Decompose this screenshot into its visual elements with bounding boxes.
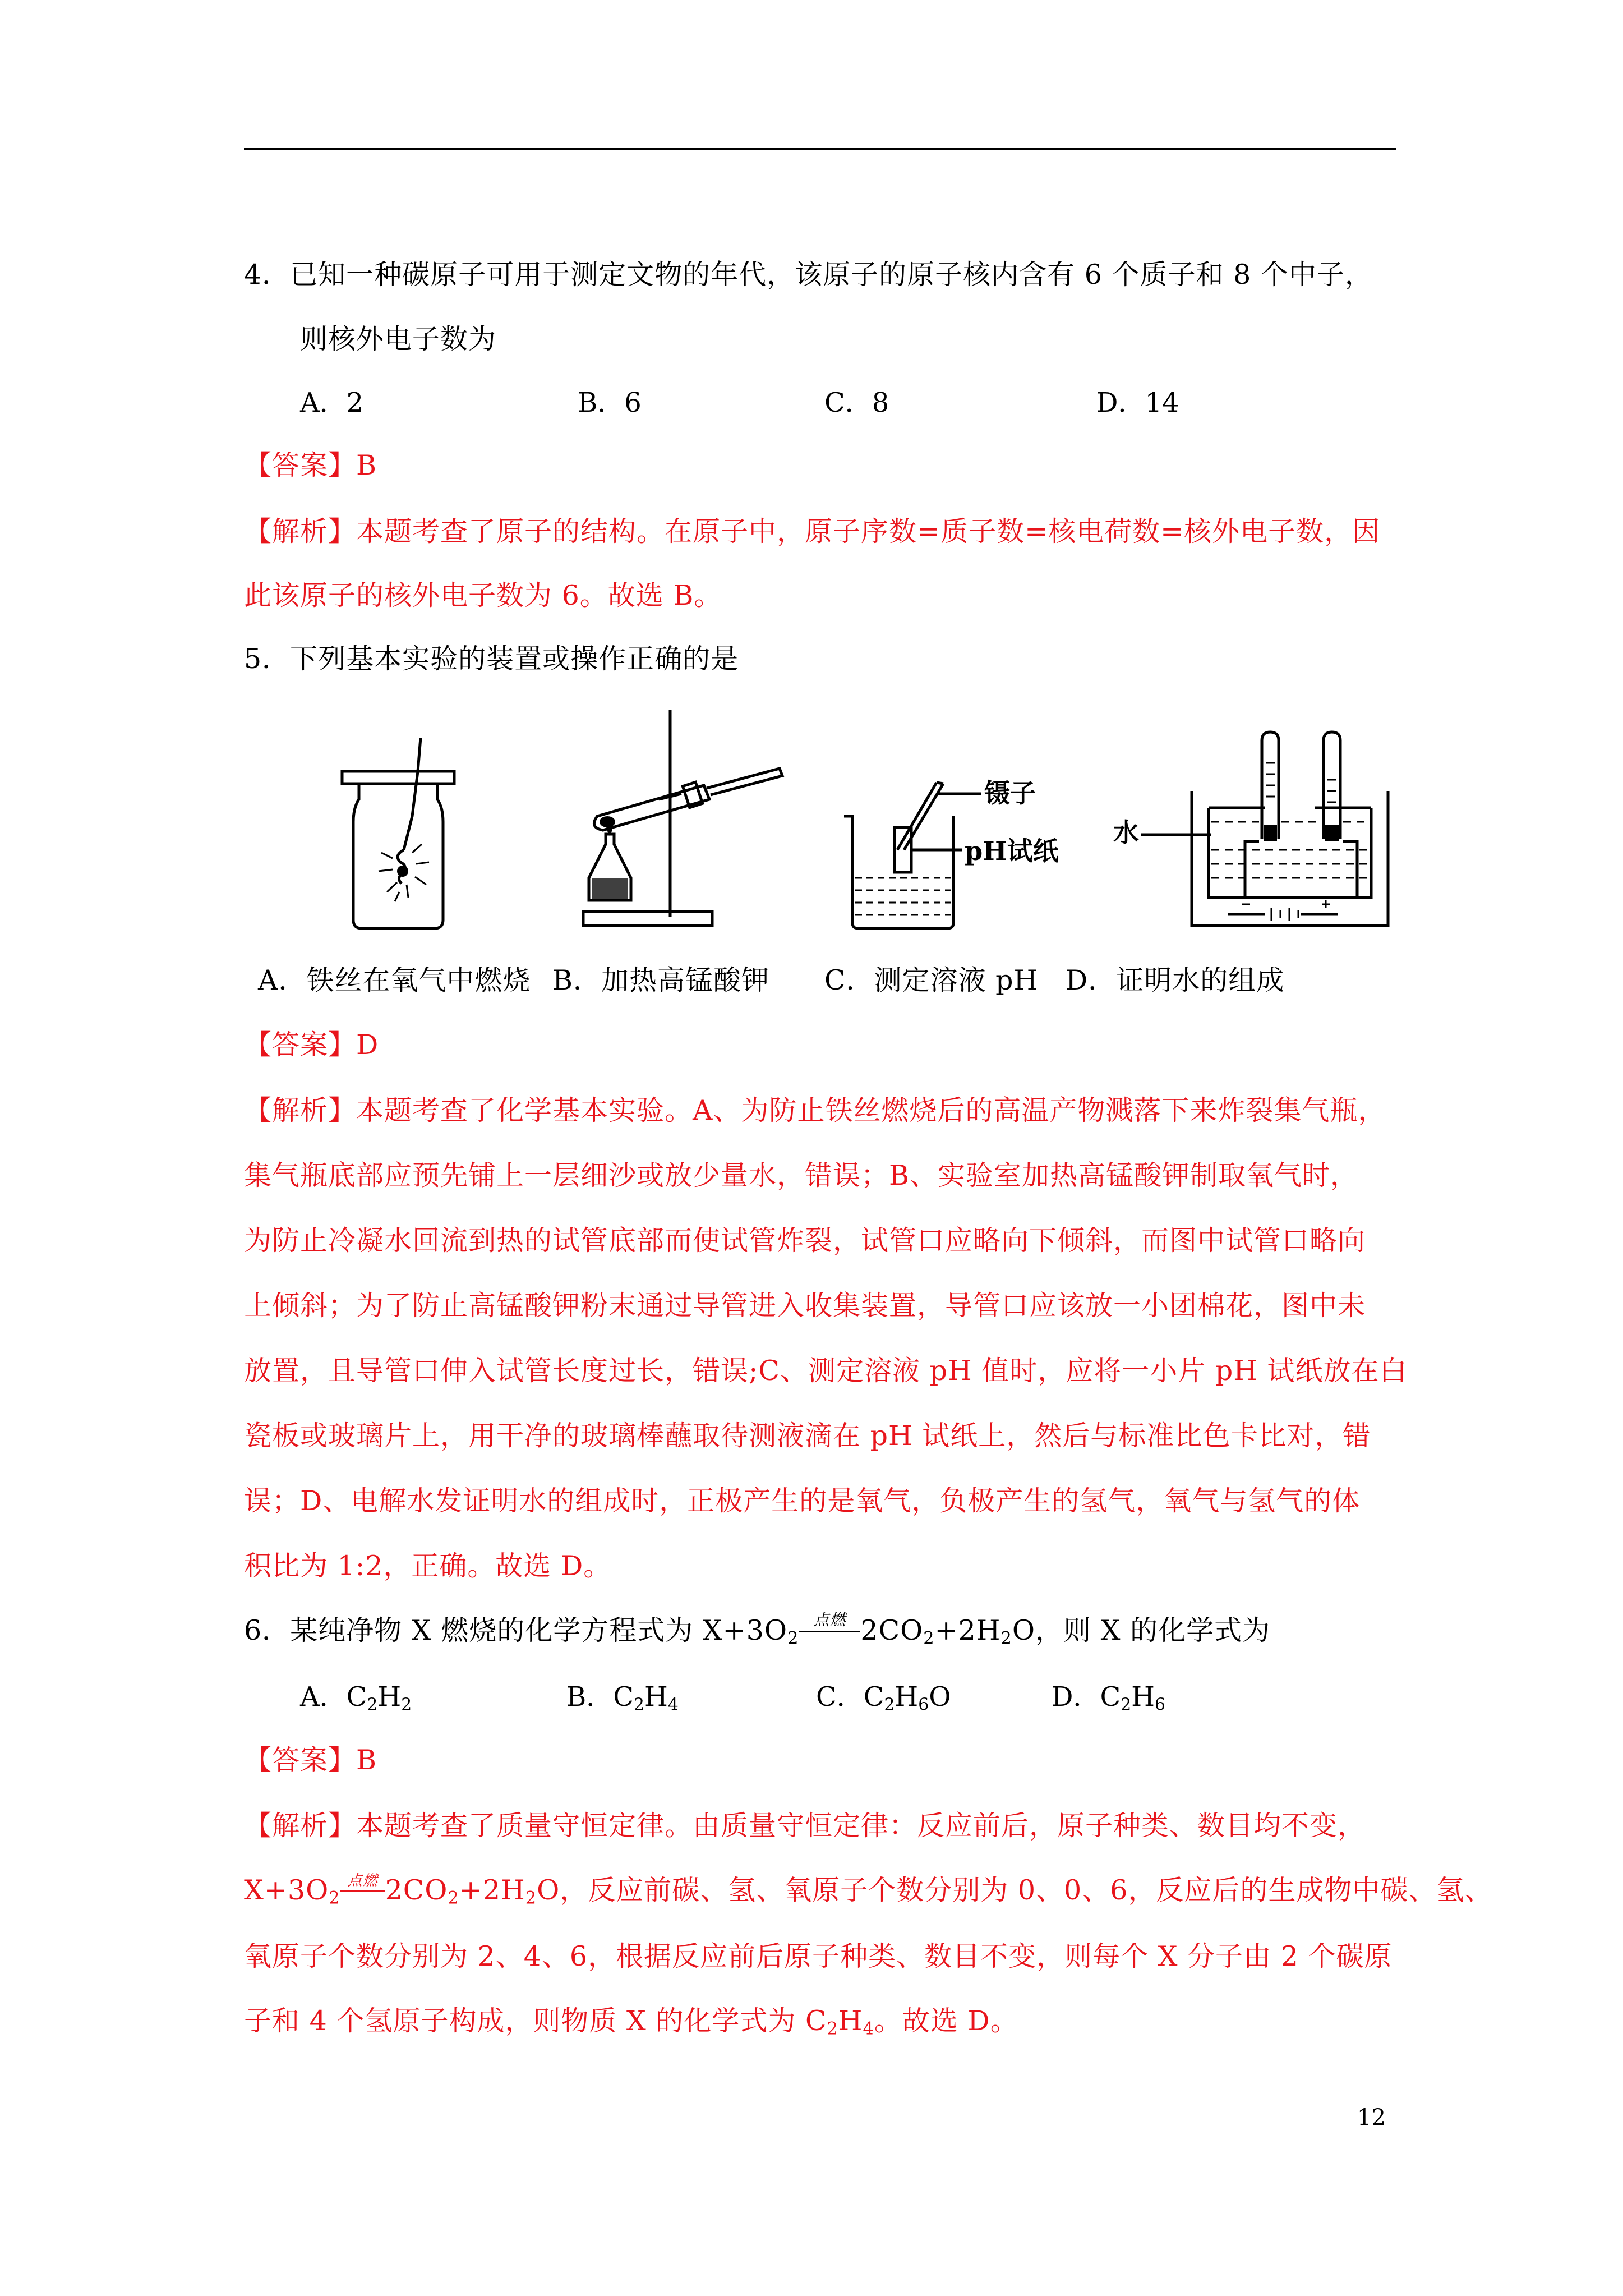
answer-label: 【答案】 bbox=[244, 1744, 357, 1776]
q4-option-a: A．2 bbox=[300, 387, 364, 418]
q5-answer bbox=[244, 1028, 379, 1062]
q6-analysis-line3: 氧原子个数分别为 2、4、6，根据反应前后原子种类、数目不变，则每个 X 分子由 2 个碳原 bbox=[244, 1940, 1393, 1972]
line-prefix: 子和 4 个氢原子构成，则物质 X 的化学式为 C bbox=[244, 2005, 827, 2037]
subscript: 4 bbox=[863, 2019, 874, 2039]
formula-part: H bbox=[377, 1681, 402, 1713]
q4-option-d: D．14 bbox=[1096, 387, 1179, 418]
line-mid: H bbox=[838, 2005, 863, 2037]
q5-analysis-line3: 为防止冷凝水回流到热的试管底部而使试管炸裂，试管口应略向下倾斜，而图中试管口略向 bbox=[244, 1225, 1366, 1257]
q5-analysis-line8: 积比为 1:2，正确。故选 D。 bbox=[244, 1550, 612, 1582]
q6-stem bbox=[244, 1611, 1271, 1649]
q5-caption-d: D．证明水的组成 bbox=[1066, 964, 1285, 996]
q6-option-c bbox=[816, 1680, 951, 1714]
q5-analysis-line5: 放置，且导管口伸入试管长度过长，错误;C、测定溶液 pH 值时，应将一小片 pH 试纸放在白 bbox=[244, 1355, 1408, 1387]
q4-stem-line1: 4．已知一种碳原子可用于测定文物的年代，该原子的原子核内含有 6 个质子和 8 个中子， bbox=[244, 259, 1373, 291]
answer-label: 【答案】 bbox=[244, 449, 357, 481]
q6-stem-prefix: 6．某纯净物 X 燃烧的化学方程式为 X+3O bbox=[244, 1614, 788, 1646]
q4-option-c: C．8 bbox=[824, 387, 889, 418]
figure-d-electrolysis bbox=[1113, 729, 1399, 937]
formula-part: C bbox=[613, 1681, 634, 1713]
q6-analysis-line2 bbox=[244, 1874, 1492, 1907]
subscript: 2 bbox=[525, 1888, 537, 1908]
analysis-text: 本题考查了原子的结构。在原子中，原子序数=质子数=核电荷数=核外电子数，因 bbox=[356, 516, 1381, 547]
option-letter: B． bbox=[566, 1681, 614, 1713]
q5-analysis-line4: 上倾斜；为了防止高锰酸钾粉末通过导管进入收集装置，导管口应该放一小团棉花，图中未 bbox=[244, 1290, 1366, 1322]
q5-stem: 5．下列基本实验的装置或操作正确的是 bbox=[244, 643, 739, 675]
answer-value: B bbox=[356, 449, 377, 481]
subscript: 2 bbox=[634, 1695, 644, 1715]
q4-option-b: B．6 bbox=[578, 387, 642, 418]
q6-option-d bbox=[1052, 1680, 1165, 1714]
q5-analysis-line7: 误；D、电解水发证明水的组成时，正极产生的是氧气，负极产生的氢气，氧气与氢气的体 bbox=[244, 1485, 1361, 1517]
eq-suffix: O，反应前碳、氢、氧原子个数分别为 0、0、6，反应后的生成物中碳、氢、 bbox=[537, 1874, 1493, 1906]
figure-a-iron-wire-bottle bbox=[336, 738, 471, 934]
analysis-label: 【解析】 bbox=[244, 516, 357, 547]
q6-analysis-line4 bbox=[244, 2004, 1018, 2038]
subscript: 2 bbox=[923, 1628, 935, 1649]
analysis-label: 【解析】 bbox=[244, 1094, 357, 1126]
formula-part: H bbox=[895, 1681, 919, 1713]
subscript: 4 bbox=[667, 1695, 679, 1715]
q6-answer bbox=[244, 1743, 377, 1777]
condition-bar bbox=[340, 1890, 385, 1892]
q5-caption-a: A．铁丝在氧气中燃烧 bbox=[258, 964, 531, 996]
formula-part: H bbox=[1131, 1681, 1155, 1713]
formula-part: C bbox=[346, 1681, 367, 1713]
subscript: 2 bbox=[401, 1695, 412, 1715]
subscript: 2 bbox=[1121, 1695, 1132, 1715]
subscript: 2 bbox=[367, 1695, 378, 1715]
eq-product1: 2CO bbox=[385, 1874, 448, 1906]
water-label: 水 bbox=[1113, 817, 1139, 848]
q6-analysis-line1 bbox=[244, 1809, 1366, 1843]
figure-c-ph-test bbox=[841, 771, 1122, 934]
header-rule bbox=[244, 148, 1396, 150]
figure-b-heating-tube bbox=[580, 710, 788, 934]
q4-answer bbox=[244, 449, 377, 482]
option-letter: A． bbox=[300, 1681, 347, 1713]
formula-part: C bbox=[863, 1681, 884, 1713]
answer-value: D bbox=[356, 1029, 379, 1061]
tweezers-label: 镊子 bbox=[984, 778, 1036, 808]
q4-analysis-line1 bbox=[244, 515, 1380, 549]
subscript: 6 bbox=[1155, 1695, 1165, 1715]
q5-analysis-line6: 瓷板或玻璃片上，用干净的玻璃棒蘸取待测液滴在 pH 试纸上，然后与标准比色卡比对，错 bbox=[244, 1420, 1371, 1452]
analysis-label: 【解析】 bbox=[244, 1810, 357, 1842]
eq-prefix: X+3O bbox=[244, 1874, 329, 1906]
analysis-text: 本题考查了化学基本实验。A、为防止铁丝燃烧后的高温产物溅落下来炸裂集气瓶， bbox=[356, 1094, 1386, 1126]
formula-part: H bbox=[644, 1681, 668, 1713]
subscript: 2 bbox=[329, 1888, 340, 1908]
analysis-text: 本题考查了质量守恒定律。由质量守恒定律：反应前后，原子种类、数目均不变， bbox=[356, 1810, 1366, 1842]
q4-analysis-line2: 此该原子的核外电子数为 6。故选 B。 bbox=[244, 579, 722, 611]
condition-text: 点燃 bbox=[813, 1611, 846, 1629]
subscript: 6 bbox=[918, 1695, 929, 1715]
option-letter: D． bbox=[1052, 1681, 1100, 1713]
q6-stem-suffix: O，则 X 的化学式为 bbox=[1012, 1614, 1271, 1646]
q6-stem-product2: +2H bbox=[934, 1614, 1001, 1646]
condition-bar bbox=[799, 1631, 860, 1632]
q6-stem-product1: 2CO bbox=[860, 1614, 924, 1646]
answer-label: 【答案】 bbox=[244, 1029, 357, 1061]
q6-option-b bbox=[566, 1680, 679, 1714]
q4-stem-line2: 则核外电子数为 bbox=[300, 323, 497, 355]
formula-part: C bbox=[1100, 1681, 1121, 1713]
page-number: 12 bbox=[1357, 2105, 1386, 2131]
q6-option-a bbox=[300, 1680, 412, 1714]
subscript: 2 bbox=[884, 1695, 895, 1715]
option-letter: C． bbox=[816, 1681, 864, 1713]
line-suffix: 。故选 D。 bbox=[874, 2005, 1018, 2037]
formula-part: O bbox=[929, 1681, 951, 1713]
condition-text: 点燃 bbox=[347, 1872, 378, 1889]
reaction-condition bbox=[340, 1874, 385, 1907]
answer-value: B bbox=[356, 1744, 377, 1776]
subscript: 2 bbox=[827, 2019, 838, 2039]
subscript: 2 bbox=[448, 1888, 459, 1908]
ph-paper-label: pH试纸 bbox=[965, 836, 1059, 866]
reaction-condition bbox=[799, 1611, 860, 1648]
subscript: 2 bbox=[1000, 1628, 1012, 1649]
q5-analysis-line1 bbox=[244, 1094, 1386, 1128]
eq-product2: +2H bbox=[459, 1874, 525, 1906]
q5-caption-b: B．加热高锰酸钾 bbox=[552, 964, 770, 996]
q5-caption-c: C．测定溶液 pH bbox=[824, 964, 1039, 996]
q5-analysis-line2: 集气瓶底部应预先铺上一层细沙或放少量水，错误；B、实验室加热高锰酸钾制取氧气时， bbox=[244, 1159, 1359, 1191]
subscript: 2 bbox=[787, 1628, 799, 1649]
